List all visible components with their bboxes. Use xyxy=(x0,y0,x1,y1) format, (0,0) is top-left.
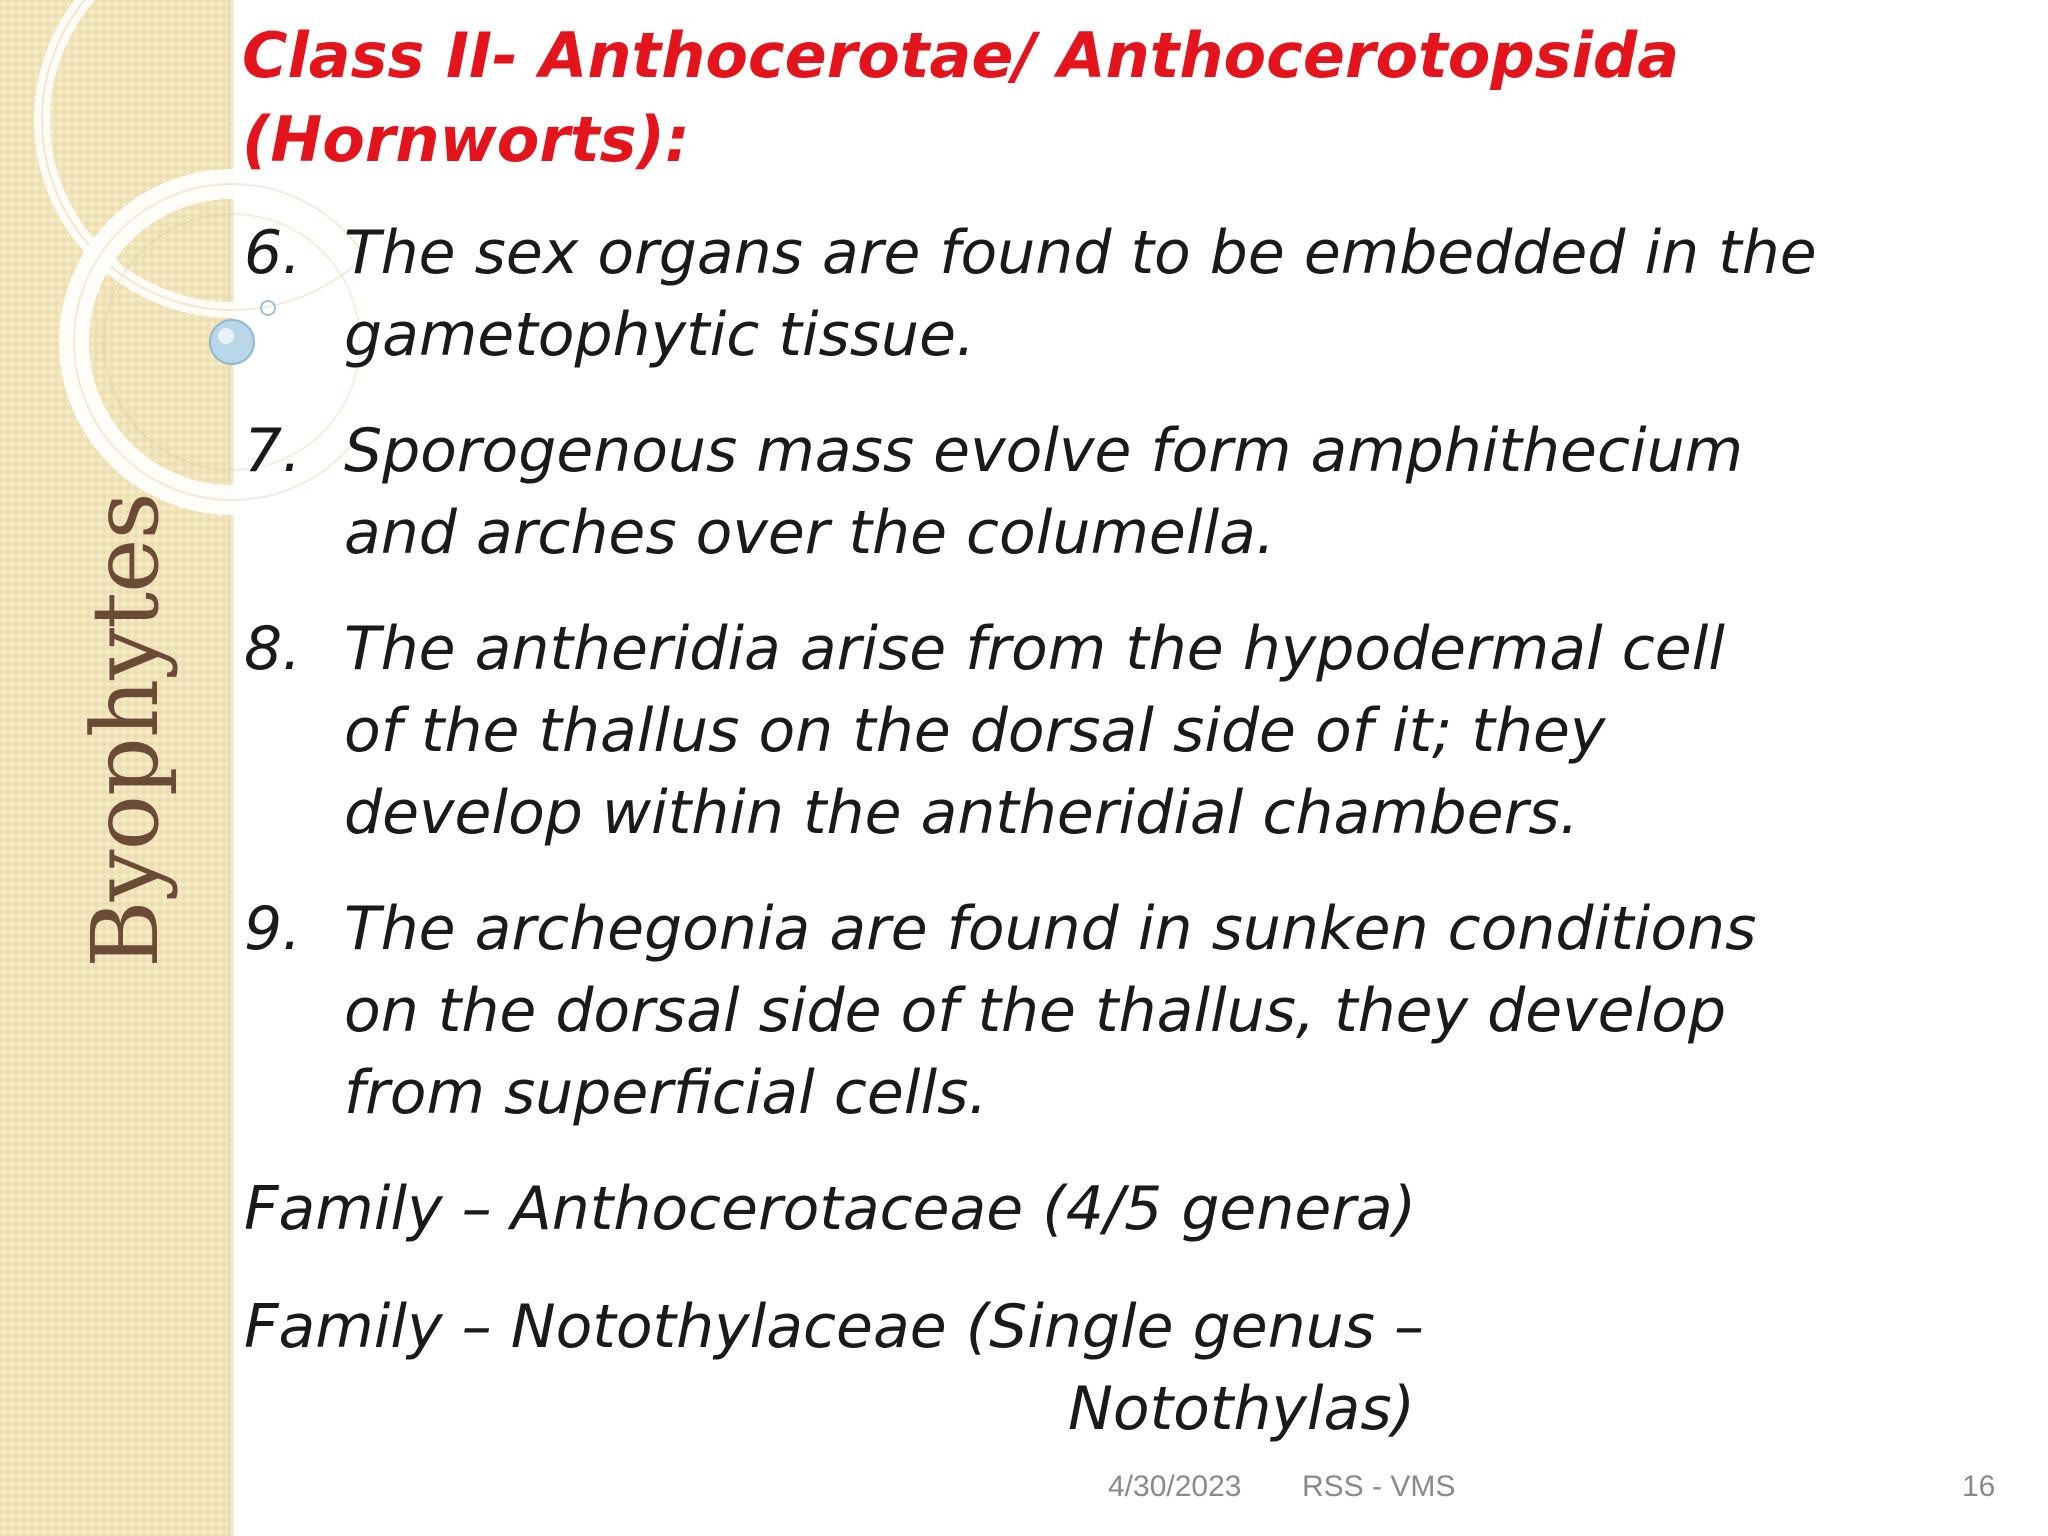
list-item xyxy=(244,608,2034,854)
list-item xyxy=(244,888,2034,1134)
side-label: Byophytes xyxy=(72,493,179,968)
list-item-number: 8. xyxy=(244,614,302,684)
footer-date: 4/30/2023 xyxy=(1108,1470,1242,1503)
list-item xyxy=(244,212,2034,376)
family-notothylaceae-line-1: Family – Notothylaceae (Single genus – xyxy=(244,1292,1425,1362)
slide-content xyxy=(244,212,2034,1450)
title-line-1: Class II- Anthocerotae/ Anthocerotopsida xyxy=(242,19,1680,92)
list-item-number: 6. xyxy=(244,218,302,288)
list-item-text: The antheridia arise from the hypodermal cell of the thallus on the dorsal side of it; they develop within the antheridial chambers. xyxy=(344,614,1725,848)
footer-author: RSS - VMS xyxy=(1302,1470,1456,1503)
list-item-number: 9. xyxy=(244,894,302,964)
closing-paren: ) xyxy=(1391,1374,1416,1444)
list-item-text: Sporogenous mass evolve form amphithecium and arches over the columella. xyxy=(344,416,1744,568)
slide-number: 16 xyxy=(1962,1470,1996,1503)
list-item-text: The sex organs are found to be embedded in the gametophytic tissue. xyxy=(344,218,1817,370)
family-notothylaceae xyxy=(244,1286,2034,1450)
list-item-text: The archegonia are found in sunken conditions on the dorsal side of the thallus, they develop from superficial cells. xyxy=(344,894,1757,1128)
family-anthocerotaceae: Family – Anthocerotaceae (4/5 genera) xyxy=(244,1174,1417,1244)
list-item-number: 7. xyxy=(244,416,302,486)
title-line-2: (Hornworts): xyxy=(242,103,690,176)
genus-name: Notothylas xyxy=(1068,1374,1392,1444)
family-notothylaceae-line-2 xyxy=(244,1368,2034,1450)
slide-title xyxy=(242,14,2002,182)
list-item xyxy=(244,410,2034,574)
